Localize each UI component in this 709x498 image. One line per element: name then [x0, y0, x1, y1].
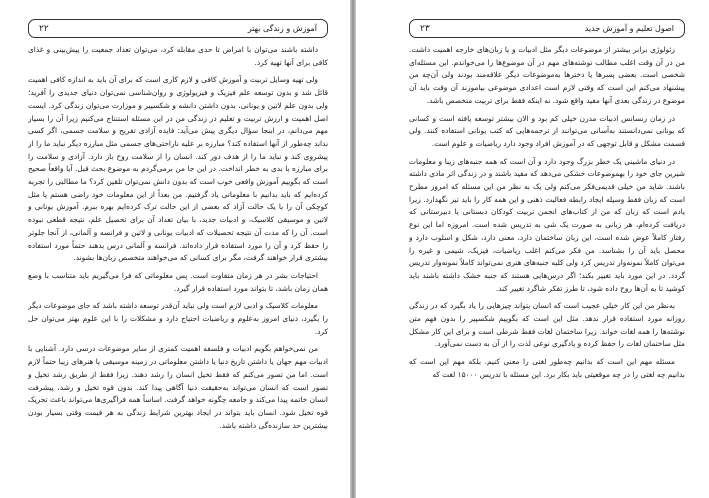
paragraph: داشته باشند می‌توان با امراض تا حدی مقابله کرد، می‌توان تعداد جمعیت را پیش‌بینی و غذای کافی برای آنها تهیه کرد. [28, 45, 328, 67]
paragraph: به‌نظر من این کار خیلی عجیب است که انسان بتواند چیزهایی را یاد بگیرد که در زندگی روزانه مورد استفاده قرار ندهد. مثل این است که بگوییم شکسپیر را بدون فهم متن نوشته‌ها را همه لغات خواند. زیرا ساختمان لغات فقط شرطی است و برای این کار مشکل مثل ساختمان لغات را حفظ کرده و یادگیری نوعی لذت را از آن به دست نمی‌آورد. [409, 301, 685, 349]
left-page [0, 0, 352, 498]
paragraph: در دنیای ماشینی یک خطر بزرگ وجود دارد و آن است که همه جنبه‌های زیبا و معلومات شیرین جای خود را بهموضوعات خشکی می‌دهد که مفید باشند و در زندگی اثر مادی داشته باشند. شاید من خیلی قدیمی‌فکر می‌کنم ولی یک به نظر من این مسئله که امروز مطرح است که زبان فقط وسیله ایجاد رابطه فعالیت ذهنی و این همه کار را باید تیز نگهدارد. زیرا یادم است که زبان که من از کتاب‌های انجمن تربیت کودکان دبستانی یا دبیرستانی که دریافت کرده‌ام، هر زبانی به صورت یک شی به تدریس شده است. امروزه اما این نوع رفتار کاملاً عوض شده است، این زبان ساختمان دارد، معنی دارد، شکل و اسلوب دارد و محصل باید آن را بشناسد. من فکر می‌کنم اغلب ریاضیات، فیزیک، شیمی و غیره را می‌توان کاملاً نمونه‌وار تدریس کرد ولی کلیه جنبه‌های هنری نمی‌تواند کاملاً نمونه‌وار تدریس گردد. در این مورد باید تغییر بکند؛ اگر درس‌هایی هستند که جنبه خشک داشته باشند باید کوشید تا به آن‌ها روح داده شود، تا طرز تفکر شاگرد تغییر کند. [409, 156, 685, 293]
paragraph: ولی تهیه وسایل تربیت و آموزش کافی و لازم کاری است که برای آن باید به اندازه کافی اهمیت قائل شد و بدون توسعه علم فیزیک و فیزیولوژی و روان‌شناسی نمی‌توان دنیای جدیدی را آفرید؛ ولی بدون علم لاتین و یونانی، بدون داشتن دانشه و شکسپیر و موزارت می‌توان زندگی کرد. ایست اصل اهمیت و ارزش تربیت و تعلیم در زندگی من در این مسئله استنتاج می‌کنیم زیرا آن را بسیار مهم می‌دانم، در اینجا سؤال دیگری پیش می‌آید: فایده آزادی تفریح و سلامت جسمی، اگر کسی نداند چه‌طور از آنها استفاده کند؟ مبارزه بر علیه ناراحتی‌های جسمی مثل مبارزه دیگر نباید ما را از پیشروی کند و نباید ما را از هدف دور کند. انسان را از سلامت روح باز دارد. آزادی و سلامت را برای مبارزه با بدی به خطر انداخت. در این جا من برمی‌گردم به موضوع بحث قبل. آیا واقعاً صحیح است که بگوییم آموزش واقعی خوب است که بدون دانش نمی‌توان تلقین کرد؟ ما مطالبی را تجربه کرده‌ایم که باید بدانیم با معلوماتی یاد گرفتیم. من بعداً از این معلومات خود راضی هستم یا مثل کوچکی آن را با یک حالت آزاد که بعضی از این حالت ترک کرده‌ایم بهره ببرم. آموزش یونانی و لاتین و موسیقی کلاسیک، و ادبیات جدید، با بیان تعداد آن برای تحصیل علم، نتیجه قطعی نبوده است. آن را که مدت آن نتیجه تحصیلات که ادبیات یونانی و لاتین و فرانسه و آلمانی، از آنجا جلوتر را حفظ کرد و آن را مورد استفاده قرار داده‌اند. فرانسه و آلمانی درس بدهند حتماً مورد استفاده بیشتری قرار خواهند گرفت، مگر برای کسانی که می‌خواهند متخصص زبان‌ها بشوند. [28, 75, 328, 263]
paragraph: مسئله مهم این است که بدانیم چه‌طور لغتی را معنی کنیم. بلکه مهم این است که بدانیم چه لغتی را در چه موقعیتی باید بکار برد. این مسئله با تدریس ۱۵۰۰۰ لغت که [409, 357, 685, 379]
page-body [28, 44, 328, 494]
page-body [409, 44, 685, 494]
right-page [357, 0, 709, 498]
paragraph: من نمی‌خواهم بگویم ادبیات و فلسفه اهمیت کمتری از سایر موضوعات درسی دارد. آشنایی با ادبیات مهم جهان یا داشتن تاریخ دنیا یا داشتن معلوماتی در زمینه موسیقی یا هنرهای زیبا حتماً لازم است. اما من تصور می‌کنم که فقط تخیل انسان را رشد دهند. زیرا فقط از طریق رشد تخیل و تصور است که انسان می‌تواند به‌حقیقت دنیا آگاهی پیدا کند. بدون قوه تخیل و رشد، پیشرفت انسان خاتمه پیدا می‌کند و جامعه چگونه خواهد گرفت. اساساً همه فراگیری‌ها می‌تواند باعث تحریک قوه تخیل شود. انسان باید بتواند در ایجاد بهترین شرایط زندگی به هر قیمت وقتی بسیار بودن بیشترین حد سازنده‌گی داشته باشد. [28, 344, 328, 430]
paragraph: معلومات کلاسیک و ادبی لازم است ولی نباید آن‌قدر توسعه داشته باشد که جای موضوعات دیگر را بگیرد، دنیای امروز به‌علوم و ریاضیات احتیاج دارد و مشکلات را با این علوم بهتر می‌توان حل کرد. [28, 301, 328, 336]
page-number: ۲۲ [39, 23, 49, 34]
paragraph: احتیاجات بشر در هر زمان متفاوت است. پس معلوماتی که فرا می‌گیریم باید متناسب با وضع همان زمان باشد، تا بتواند مورد استفاده قرار گیرد. [28, 270, 328, 293]
book-gutter [350, 0, 356, 498]
running-header-title: اصول تعلیم و آموزش جدید [584, 24, 674, 33]
paragraph: زئولوژی برابر بیشتر از موضوعات دیگر مثل ادبیات و یا زبان‌های خارجه اهمیت داشت. من در آن وقت اغلب مطالب نوشته‌های مهم در آن موضوع‌ها را می‌خواندم. این مسئله‌ای شخصی است. بعضی پسرها یا دخترها به‌موضوعات دیگر علاقه‌مند بودند ولی آن‌چه من پیشنهاد می‌کنم این است که وقتی لازم است اعدادی موضوعی بیاموزند آن وقت باید آن موضوع در زندگی بعدی آنها مفید واقع شود. نه اینکه فقط برای تربیت متخصص باشد. [409, 45, 685, 105]
running-header [409, 19, 685, 38]
running-header-title: آموزش و زندگی بهتر [247, 24, 317, 33]
paragraph: در زمان رنسانس ادبیات مدرن خیلی کم بود و الان بیشتر توسعه یافته است و کسانی که یونانی نمی‌دانستند به‌آسانی می‌توانند از ترجمه‌هایی که کتب یونانی استفاده کنند. ولی قسمت مشکل و قابل توجهی که در آموزش افراد وجود دارد ریاضیات و علوم است. [409, 113, 685, 148]
running-header [28, 19, 328, 38]
page-number: ۲۳ [420, 23, 430, 34]
